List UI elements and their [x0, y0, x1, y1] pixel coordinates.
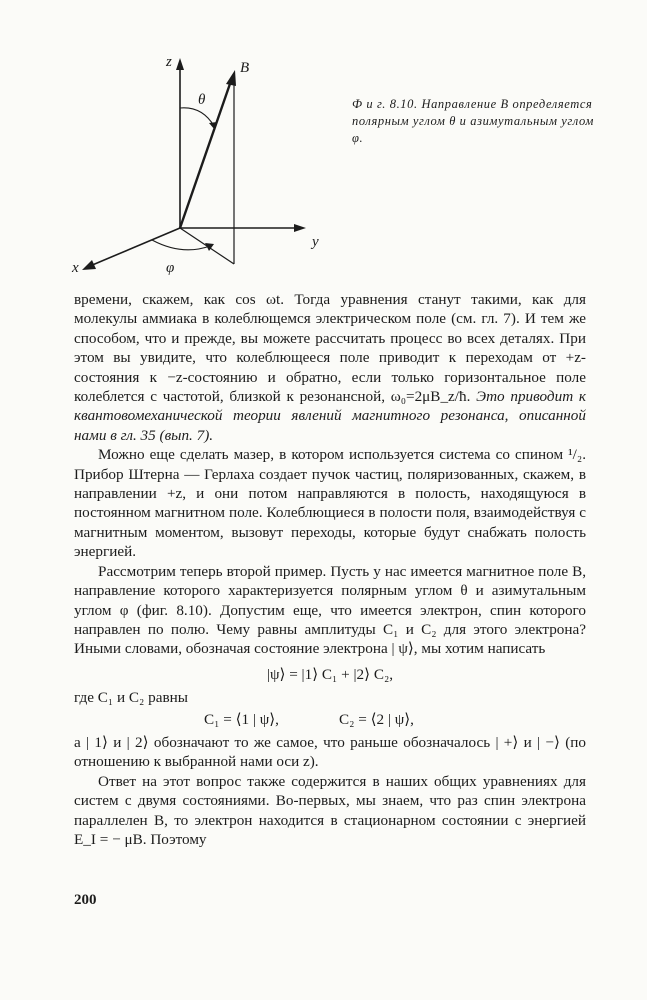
z-arrowhead — [176, 58, 184, 70]
phi-label: φ — [166, 260, 175, 276]
y-arrowhead — [294, 224, 306, 232]
x-label: x — [72, 260, 79, 276]
paragraph-4: где C₁ и C₂ равны — [74, 689, 188, 707]
equation-c2: C₂ = ⟨2 | ψ⟩, — [339, 710, 414, 728]
paragraph-5: а | 1⟩ и | 2⟩ обозначают то же самое, что раньше обозначалось | +⟩ и | −⟩ (по отношению к выбранной нами оси z). — [74, 733, 586, 771]
theta-label: θ — [198, 92, 206, 108]
phi-arc — [152, 240, 210, 250]
equation-c1: C₁ = ⟨1 | ψ⟩, — [204, 710, 279, 728]
axes-diagram — [62, 50, 352, 290]
paragraph-1-text: времени, скажем, как cos ωt. Тогда уравнения станут такими, как для молекулы аммиака в колеблющемся электрическом поле (см. гл. 7). И тем же способом, что и прежде, вы можете рассчитать процесс во всех деталях. При этом вы увидите, что колеблющееся поле приводит к переходам от +z-состояния к −z-состоянию и обратно, если только горизонтальное поле колеблется с частотой, близкой к резонансной, ω₀=2μB_z/ħ. — [74, 291, 586, 406]
paragraph-1 — [74, 290, 586, 445]
y-label: y — [312, 234, 319, 250]
paragraph-2: Можно еще сделать мазер, в котором используется система со спином ¹/₂. Прибор Штерна — Герлаха создает пучок частиц, поляризованных, скажем, в направлении +z, и они потом направляются в полость, находящуюся в постоянном магнитном поле. Колеблющиеся в полости поля, взаимодействуя с магнитным моментом, вызовут переходы, которые будут снабжать полость энергией. — [74, 446, 586, 561]
x-arrowhead — [82, 260, 96, 270]
figure-8-10 — [62, 50, 352, 290]
paragraph-3: Рассмотрим теперь второй пример. Пусть у нас имеется магнитное поле B, направление которого характеризуется полярным углом θ и азимутальным углом φ (фиг. 8.10). Допустим еще, что имеется электрон, спин которого направлен по полю. Чему равны амплитуды C₁ и C₂ для этого электрона? Иными словами, обозначая состояние электрона | ψ⟩, мы хотим написать — [74, 562, 586, 658]
z-label: z — [166, 54, 172, 70]
b-label: B — [240, 60, 250, 76]
b-vector — [180, 78, 232, 228]
equation-state: |ψ⟩ = |1⟩ C₁ + |2⟩ C₂, — [266, 665, 394, 683]
theta-arc — [180, 108, 214, 126]
equation-amplitudes — [74, 710, 586, 729]
theta-arc-arrowhead — [209, 122, 217, 130]
body-text — [74, 290, 586, 849]
figure-caption: Ф и г. 8.10. Направление B определяется полярным углом θ и азимутальным углом φ. — [352, 97, 594, 145]
paragraph-6: Ответ на этот вопрос также содержится в наших общих уравнениях для систем с двумя состояниями. Во-первых, мы знаем, что раз спин электрона параллелен B, то электрон находится в стационарном состоянии с энергией E_I = − μB. Поэтому — [74, 772, 586, 848]
page-number: 200 — [74, 892, 97, 908]
paragraph-1-italic: Это приводит к квантовомеханической теории явлений магнитного резонанса, описанной нами в гл. 35 (вып. 7). — [74, 388, 587, 444]
